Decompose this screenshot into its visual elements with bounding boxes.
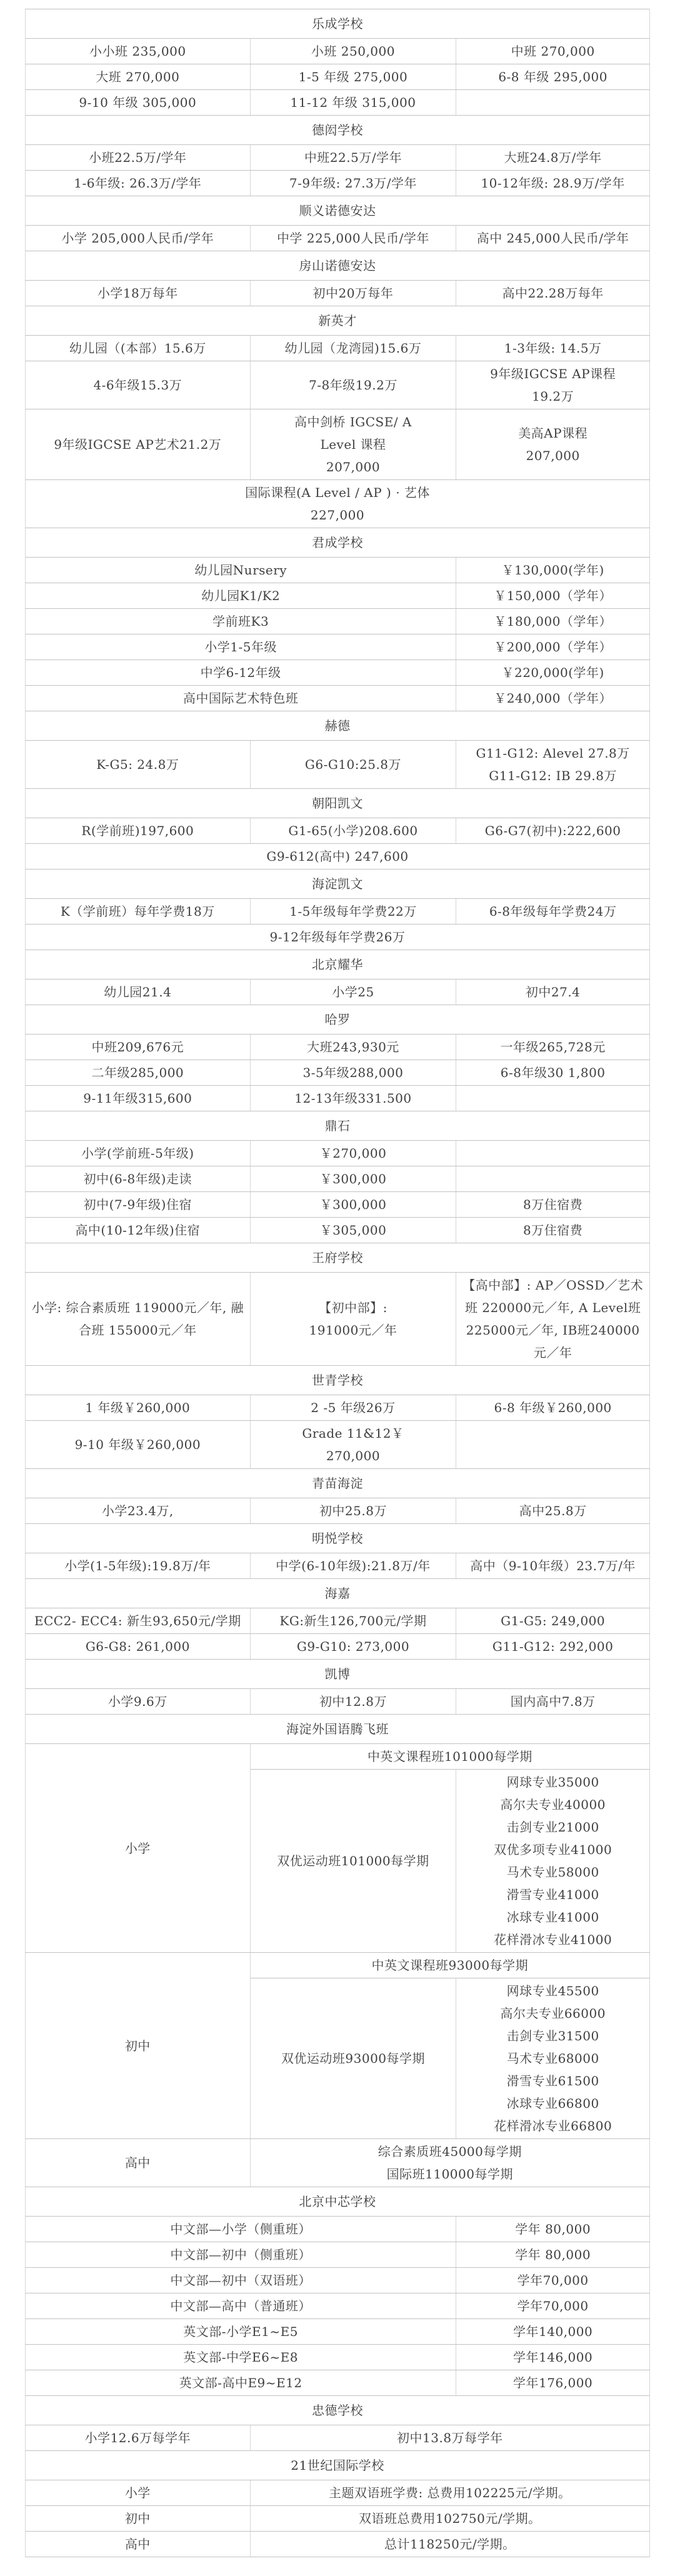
fee-cell: 中文部—初中（侧重班） — [26, 2242, 456, 2268]
fee-cell: G6-G8: 261,000 — [26, 1634, 251, 1660]
school-row — [26, 1005, 650, 1035]
fee-cell: 【高中部】: AP／OSSD／艺术班 220000元／年, A Level班225000元／年, IB班240000元／年 — [456, 1273, 650, 1366]
fee-cell: 高中(10-12年级)住宿 — [26, 1218, 251, 1243]
fee-line: 270,000 — [326, 1448, 381, 1463]
school-header: 海嘉 — [26, 1579, 650, 1608]
fee-cell: 小学18万每年 — [26, 281, 251, 306]
fee-cell: 小学1-5年级 — [26, 634, 456, 660]
fee-cell: 初中25.8万 — [250, 1498, 456, 1524]
fee-line: 花样滑冰专业66800 — [494, 2118, 612, 2133]
fee-cell: 小学25 — [250, 980, 456, 1005]
fee-line: 冰球专业66800 — [506, 2096, 599, 2111]
fee-cell: 学年140,000 — [456, 2319, 650, 2345]
school-row — [26, 1715, 650, 1744]
fee-cell: 6-8 年级 295,000 — [456, 64, 650, 90]
fee-line: 国际课程(A Level / AP ) · 艺体 — [245, 485, 430, 500]
table-row — [26, 2319, 650, 2345]
school-row — [26, 9, 650, 39]
table-row — [26, 1608, 650, 1634]
school-row — [26, 2187, 650, 2217]
fee-cell: R(学前班)197,600 — [26, 818, 251, 844]
fee-cell: 小学(学前班-5年级) — [26, 1141, 251, 1166]
fee-cell — [456, 409, 650, 480]
fee-cell: 小学 — [26, 1744, 251, 1953]
fee-cell: 9-11年级315,600 — [26, 1086, 251, 1111]
fee-cell: 初中(6-8年级)走读 — [26, 1166, 251, 1192]
fee-cell: 3-5年级288,000 — [250, 1060, 456, 1086]
table-row — [26, 686, 650, 711]
fee-line: 滑雪专业61500 — [506, 2073, 599, 2088]
fee-line: 综合素质班45000每学期 — [378, 2144, 522, 2159]
fee-cell — [456, 1141, 650, 1166]
fee-cell: 学年146,000 — [456, 2345, 650, 2370]
table-row — [26, 281, 650, 306]
fee-cell: 主题双语班学费: 总费用102225元/学期。 — [250, 2480, 649, 2506]
fee-cell: 英文部-高中E9~E12 — [26, 2370, 456, 2396]
school-header: 德闳学校 — [26, 116, 650, 145]
fee-cell: 高中22.28万每年 — [456, 281, 650, 306]
table-row — [26, 1060, 650, 1086]
table-row — [26, 844, 650, 870]
fee-line: 美高AP课程 — [518, 426, 588, 441]
fee-cell: 1-6年级: 26.3万/学年 — [26, 171, 251, 196]
table-row — [26, 1086, 650, 1111]
fee-cell: G6-G10:25.8万 — [250, 741, 456, 789]
fee-cell: 7-9年级: 27.3万/学年 — [250, 171, 456, 196]
fee-cell: 1 年级￥260,000 — [26, 1395, 251, 1421]
table-row — [26, 64, 650, 90]
fee-line: G11-G12: IB 29.8万 — [489, 768, 617, 783]
fee-cell: ￥300,000 — [250, 1166, 456, 1192]
school-row — [26, 1524, 650, 1553]
fee-cell: 幼儿园21.4 — [26, 980, 251, 1005]
school-header: 海淀外国语腾飞班 — [26, 1715, 650, 1744]
fee-cell: 7-8年级19.2万 — [250, 361, 456, 409]
fee-cell: G1-65(小学)208.600 — [250, 818, 456, 844]
fee-cell: 中学6-12年级 — [26, 660, 456, 686]
table-row — [26, 1953, 650, 1978]
fee-cell: 学年70,000 — [456, 2268, 650, 2293]
school-row — [26, 2396, 650, 2425]
school-row — [26, 196, 650, 226]
fee-cell: 中班 270,000 — [456, 39, 650, 64]
fee-cell: G9-G10: 273,000 — [250, 1634, 456, 1660]
school-row — [26, 1111, 650, 1141]
school-header: 赫德 — [26, 711, 650, 741]
fee-cell: 1-5年级每年学费22万 — [250, 899, 456, 925]
fee-cell: 中文部—初中（双语班） — [26, 2268, 456, 2293]
school-row — [26, 789, 650, 818]
table-row — [26, 818, 650, 844]
fee-cell: 中班209,676元 — [26, 1035, 251, 1060]
fee-cell: ￥270,000 — [250, 1141, 456, 1166]
school-row — [26, 528, 650, 558]
fee-cell: 初中 — [26, 2506, 251, 2532]
fee-cell: G6-G7(初中):222,600 — [456, 818, 650, 844]
fee-line: 击剑专业21000 — [506, 1820, 599, 1835]
fee-line: 高尔夫专业40000 — [500, 1797, 606, 1812]
table-row — [26, 171, 650, 196]
table-row — [26, 558, 650, 583]
table-row — [26, 2268, 650, 2293]
school-row — [26, 2451, 650, 2480]
fee-line: 击剑专业31500 — [506, 2028, 599, 2043]
school-row — [26, 950, 650, 980]
table-row — [26, 2217, 650, 2242]
school-header: 世青学校 — [26, 1366, 650, 1395]
school-row — [26, 711, 650, 741]
school-header: 忠德学校 — [26, 2396, 650, 2425]
fee-cell: G1-G5: 249,000 — [456, 1608, 650, 1634]
fee-cell: ￥220,000(学年) — [456, 660, 650, 686]
fee-cell: 中文部—小学（侧重班） — [26, 2217, 456, 2242]
table-row — [26, 2345, 650, 2370]
fee-cell: 中学 225,000人民币/学年 — [250, 226, 456, 251]
fee-cell: 大班 270,000 — [26, 64, 251, 90]
table-row — [26, 2532, 650, 2557]
table-row — [26, 1035, 650, 1060]
fee-cell: 高中 — [26, 2532, 251, 2557]
fee-cell: 二年级285,000 — [26, 1060, 251, 1086]
table-row — [26, 39, 650, 64]
fee-cell: 大班243,930元 — [250, 1035, 456, 1060]
fee-line: 【初中部】: — [319, 1300, 388, 1315]
table-row — [26, 925, 650, 950]
fee-cell: 一年级265,728元 — [456, 1035, 650, 1060]
table-row — [26, 980, 650, 1005]
fee-cell: 12-13年级331.500 — [250, 1086, 456, 1111]
fee-cell — [456, 90, 650, 116]
fee-cell: 高中国际艺术特色班 — [26, 686, 456, 711]
school-header: 乐成学校 — [26, 9, 650, 39]
school-header: 顺义诺德安达 — [26, 196, 650, 226]
fee-cell: 幼儿园K1/K2 — [26, 583, 456, 609]
fee-cell: 幼儿园（(本部）15.6万 — [26, 336, 251, 361]
tuition-table — [25, 9, 650, 2557]
table-row — [26, 634, 650, 660]
fee-cell — [250, 1273, 456, 1366]
fee-cell — [456, 1166, 650, 1192]
table-row — [26, 2242, 650, 2268]
fee-cell: 初中27.4 — [456, 980, 650, 1005]
fee-cell: 中班22.5万/学年 — [250, 145, 456, 171]
fee-cell: 9-10 年级 305,000 — [26, 90, 251, 116]
fee-cell: ￥200,000（学年） — [456, 634, 650, 660]
school-header: 青苗海淀 — [26, 1469, 650, 1498]
fee-line: 207,000 — [526, 448, 580, 463]
fee-cell: 小学23.4万, — [26, 1498, 251, 1524]
tuition-table-body — [26, 9, 650, 2557]
table-row — [26, 899, 650, 925]
table-row — [26, 2370, 650, 2396]
table-row — [26, 2480, 650, 2506]
fee-cell: 学年70,000 — [456, 2293, 650, 2319]
fee-cell: ￥130,000(学年) — [456, 558, 650, 583]
school-header: 君成学校 — [26, 528, 650, 558]
fee-cell: 小学(1-5年级):19.8万/年 — [26, 1553, 251, 1579]
table-row — [26, 2425, 650, 2451]
school-header: 鼎石 — [26, 1111, 650, 1141]
fee-cell: 小学12.6万每学年 — [26, 2425, 251, 2451]
school-row — [26, 306, 650, 336]
school-header: 凯博 — [26, 1660, 650, 1689]
fee-line: Level 课程 — [320, 437, 386, 452]
fee-cell: 学年176,000 — [456, 2370, 650, 2396]
fee-cell: 中文部—高中（普通班） — [26, 2293, 456, 2319]
fee-cell: 双语班总费用102750元/学期。 — [250, 2506, 649, 2532]
table-row — [26, 1192, 650, 1218]
table-row — [26, 1141, 650, 1166]
fee-cell: 初中12.8万 — [250, 1689, 456, 1715]
fee-cell: 双优运动班101000每学期 — [250, 1770, 456, 1953]
fee-cell — [250, 1421, 456, 1469]
fee-cell: 英文部-中学E6~E8 — [26, 2345, 456, 2370]
fee-cell: 国内高中7.8万 — [456, 1689, 650, 1715]
fee-cell: 初中20万每年 — [250, 281, 456, 306]
school-row — [26, 1579, 650, 1608]
fee-cell: G11-G12: 292,000 — [456, 1634, 650, 1660]
fee-line: 191000元／年 — [309, 1323, 398, 1338]
school-header: 王府学校 — [26, 1243, 650, 1273]
fee-cell: ￥180,000（学年） — [456, 609, 650, 634]
table-row — [26, 1273, 650, 1366]
fee-cell — [456, 1421, 650, 1469]
fee-cell: G9-612(高中) 247,600 — [26, 844, 650, 870]
table-row — [26, 2506, 650, 2532]
fee-cell: 幼儿园Nursery — [26, 558, 456, 583]
fee-cell: 大班24.8万/学年 — [456, 145, 650, 171]
fee-cell: 6-8年级30 1,800 — [456, 1060, 650, 1086]
fee-cell — [456, 1770, 650, 1953]
table-row — [26, 480, 650, 528]
fee-cell: 1-5 年级 275,000 — [250, 64, 456, 90]
fee-cell — [456, 361, 650, 409]
fee-line: 高中剑桥 IGCSE/ A — [294, 414, 412, 429]
table-row — [26, 2293, 650, 2319]
fee-cell: K-G5: 24.8万 — [26, 741, 251, 789]
fee-line: 马术专业58000 — [506, 1865, 599, 1880]
fee-cell: 总计118250元/学期。 — [250, 2532, 649, 2557]
table-row — [26, 90, 650, 116]
fee-cell: 中英文课程班93000每学期 — [250, 1953, 649, 1978]
fee-cell: K（学前班）每年学费18万 — [26, 899, 251, 925]
fee-cell: ￥240,000（学年） — [456, 686, 650, 711]
school-row — [26, 1243, 650, 1273]
fee-cell: 小学: 综合素质班 119000元／年, 融合班 155000元／年 — [26, 1273, 251, 1366]
fee-cell: KG:新生126,700元/学期 — [250, 1608, 456, 1634]
school-header: 朝阳凯文 — [26, 789, 650, 818]
fee-line: 滑雪专业41000 — [506, 1887, 599, 1902]
fee-cell: 学年 80,000 — [456, 2242, 650, 2268]
fee-cell: 8万住宿费 — [456, 1192, 650, 1218]
fee-cell: 8万住宿费 — [456, 1218, 650, 1243]
table-row — [26, 1634, 650, 1660]
fee-cell — [250, 2139, 649, 2187]
table-row — [26, 1553, 650, 1579]
school-header: 海淀凯文 — [26, 870, 650, 899]
fee-cell: 小班 250,000 — [250, 39, 456, 64]
fee-cell: 学年 80,000 — [456, 2217, 650, 2242]
fee-line: 19.2万 — [532, 389, 574, 404]
school-row — [26, 116, 650, 145]
fee-cell: 9-12年级每年学费26万 — [26, 925, 650, 950]
fee-cell: 学前班K3 — [26, 609, 456, 634]
table-row — [26, 1421, 650, 1469]
fee-line: 高尔夫专业66000 — [500, 2006, 606, 2021]
table-row — [26, 2139, 650, 2187]
fee-line: 花样滑冰专业41000 — [494, 1932, 612, 1947]
table-row — [26, 145, 650, 171]
school-row — [26, 870, 650, 899]
school-row — [26, 1660, 650, 1689]
fee-cell: 小学 205,000人民币/学年 — [26, 226, 251, 251]
fee-cell: 高中 — [26, 2139, 251, 2187]
fee-cell: 英文部-小学E1~E5 — [26, 2319, 456, 2345]
table-row — [26, 361, 650, 409]
fee-cell: ￥150,000（学年） — [456, 583, 650, 609]
fee-line: 冰球专业41000 — [506, 1910, 599, 1925]
table-row — [26, 409, 650, 480]
fee-cell: 高中（9-10年级）23.7万/年 — [456, 1553, 650, 1579]
fee-cell: 小学9.6万 — [26, 1689, 251, 1715]
table-row — [26, 1395, 650, 1421]
table-row — [26, 660, 650, 686]
fee-cell: 初中13.8万每学年 — [250, 2425, 649, 2451]
fee-cell: 小班22.5万/学年 — [26, 145, 251, 171]
fee-cell — [250, 409, 456, 480]
fee-line: 9年级IGCSE AP课程 — [490, 366, 616, 381]
fee-cell — [456, 1086, 650, 1111]
table-row — [26, 226, 650, 251]
fee-line: Grade 11&12￥ — [302, 1426, 404, 1441]
fee-cell: 幼儿园（龙湾园)15.6万 — [250, 336, 456, 361]
table-row — [26, 1498, 650, 1524]
fee-line: G11-G12: Alevel 27.8万 — [476, 746, 630, 761]
table-row — [26, 336, 650, 361]
fee-cell: 小小班 235,000 — [26, 39, 251, 64]
fee-line: 双优多项专业41000 — [494, 1842, 612, 1857]
fee-cell: ￥300,000 — [250, 1192, 456, 1218]
fee-cell: 11-12 年级 315,000 — [250, 90, 456, 116]
school-header: 北京中芯学校 — [26, 2187, 650, 2217]
fee-line: 马术专业68000 — [506, 2051, 599, 2066]
table-row — [26, 1689, 650, 1715]
fee-cell: 9-10 年级￥260,000 — [26, 1421, 251, 1469]
fee-cell: 6-8年级每年学费24万 — [456, 899, 650, 925]
fee-cell: 小学 — [26, 2480, 251, 2506]
table-row — [26, 583, 650, 609]
fee-cell — [26, 480, 650, 528]
fee-cell: 1-3年级: 14.5万 — [456, 336, 650, 361]
school-header: 北京耀华 — [26, 950, 650, 980]
fee-line: 207,000 — [326, 459, 381, 474]
school-row — [26, 1366, 650, 1395]
fee-cell: 10-12年级: 28.9万/学年 — [456, 171, 650, 196]
fee-cell: 2 -5 年级26万 — [250, 1395, 456, 1421]
fee-cell: 6-8 年级￥260,000 — [456, 1395, 650, 1421]
table-row — [26, 741, 650, 789]
school-row — [26, 1469, 650, 1498]
school-row — [26, 251, 650, 281]
fee-cell: ECC2- ECC4: 新生93,650元/学期 — [26, 1608, 251, 1634]
fee-cell: ￥305,000 — [250, 1218, 456, 1243]
table-row — [26, 1744, 650, 1770]
school-header: 哈罗 — [26, 1005, 650, 1035]
fee-line: 网球专业35000 — [506, 1775, 599, 1790]
fee-cell — [456, 741, 650, 789]
school-header: 明悦学校 — [26, 1524, 650, 1553]
fee-cell: 高中25.8万 — [456, 1498, 650, 1524]
table-row — [26, 1218, 650, 1243]
school-header: 房山诺德安达 — [26, 251, 650, 281]
school-header: 21世纪国际学校 — [26, 2451, 650, 2480]
school-header: 新英才 — [26, 306, 650, 336]
fee-cell: 中学(6-10年级):21.8万/年 — [250, 1553, 456, 1579]
fee-line: 227,000 — [310, 508, 365, 523]
fee-cell: 高中 245,000人民币/学年 — [456, 226, 650, 251]
fee-cell: 4-6年级15.3万 — [26, 361, 251, 409]
fee-cell: 初中 — [26, 1953, 251, 2139]
fee-cell: 初中(7-9年级)住宿 — [26, 1192, 251, 1218]
fee-cell — [456, 1978, 650, 2139]
fee-cell: 9年级IGCSE AP艺术21.2万 — [26, 409, 251, 480]
fee-cell: 中英文课程班101000每学期 — [250, 1744, 649, 1770]
table-row — [26, 1166, 650, 1192]
fee-line: 国际班110000每学期 — [386, 2167, 513, 2182]
fee-line: 网球专业45500 — [506, 1983, 599, 1998]
fee-cell: 双优运动班93000每学期 — [250, 1978, 456, 2139]
table-row — [26, 609, 650, 634]
